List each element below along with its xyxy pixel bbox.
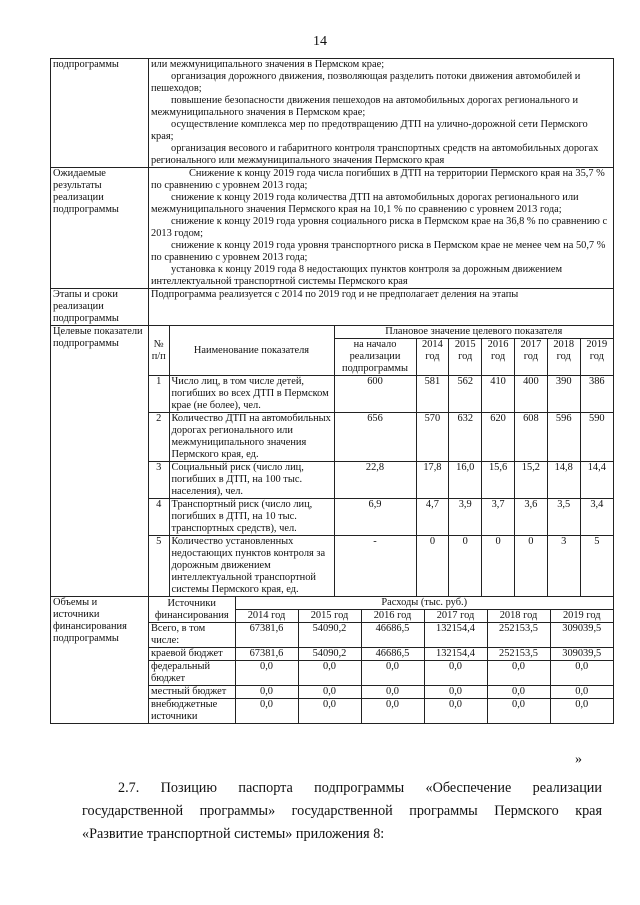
- amount: 0,0: [298, 686, 361, 699]
- indicator-value: 5: [580, 536, 613, 597]
- row-label: подпрограммы: [51, 59, 149, 168]
- indicator-value: 390: [547, 376, 580, 413]
- header-year: 2016 год: [361, 610, 424, 623]
- indicator-value: 400: [514, 376, 547, 413]
- amount: 67381,6: [235, 648, 298, 661]
- amount: 132154,4: [424, 623, 487, 648]
- text-line: повышение безопасности движения пешеходов на автомобильных дорогах регионального и межмуниципального значения в Пермском крае;: [151, 95, 579, 118]
- indicator-value: 15,2: [514, 462, 547, 499]
- amount: 0,0: [361, 699, 424, 724]
- indicator-start: -: [334, 536, 416, 597]
- source-name: местный бюджет: [149, 686, 235, 699]
- indicator-value: 3,5: [547, 499, 580, 536]
- indicator-start: 22,8: [334, 462, 416, 499]
- source-name: федеральный бюджет: [149, 661, 235, 686]
- header-expenses: Расходы (тыс. руб.): [235, 597, 613, 610]
- financing-row: [149, 699, 613, 724]
- amount: 0,0: [487, 686, 550, 699]
- amount: 46686,5: [361, 648, 424, 661]
- indicator-value: 16,0: [449, 462, 482, 499]
- header-planned: Плановое значение целевого показателя: [334, 326, 613, 339]
- header-year: 2015 год: [449, 339, 482, 376]
- indicator-value: 0: [416, 536, 449, 597]
- row-content: [149, 59, 614, 168]
- header-name: Наименование показателя: [169, 326, 334, 376]
- amount: 0,0: [424, 661, 487, 686]
- page-number: 14: [313, 34, 327, 49]
- amount: 309039,5: [550, 623, 613, 648]
- text-line: снижение к концу 2019 года количества ДТП на автомобильных дорогах регионального или межмуниципального значения Пермского края на 10,1 % по сравнению с уровнем 2013 года;: [151, 192, 579, 215]
- indicator-value: 581: [416, 376, 449, 413]
- indicator-value: 14,8: [547, 462, 580, 499]
- indicator-start: 656: [334, 413, 416, 462]
- amount: 252153,5: [487, 648, 550, 661]
- financing-table: [149, 597, 613, 723]
- indicator-value: 562: [449, 376, 482, 413]
- indicator-row: [149, 413, 613, 462]
- header-year: 2018 год: [487, 610, 550, 623]
- header-year: 2016 год: [482, 339, 515, 376]
- indicators-table: [149, 326, 613, 596]
- text-line: осуществление комплекса мер по предотвращению ДТП на улично-дорожной сети Пермского края;: [151, 119, 588, 142]
- header-year: 2015 год: [298, 610, 361, 623]
- indicator-value: 570: [416, 413, 449, 462]
- indicator-row: [149, 376, 613, 413]
- amount: 0,0: [424, 686, 487, 699]
- text-line: организация дорожного движения, позволяющая разделить потоки движения автомобилей и пешеходов;: [151, 71, 581, 94]
- amount: 0,0: [550, 699, 613, 724]
- row-tasks: [51, 59, 614, 168]
- row-label: Этапы и сроки реализации подпрограммы: [51, 289, 149, 326]
- indicator-value: 3,7: [482, 499, 515, 536]
- amount: 0,0: [361, 661, 424, 686]
- indicator-value: 0: [449, 536, 482, 597]
- row-financing: [51, 597, 614, 724]
- indicator-value: 14,4: [580, 462, 613, 499]
- indicator-num: 5: [149, 536, 169, 597]
- row-target-indicators: [51, 326, 614, 597]
- amount: 67381,6: [235, 623, 298, 648]
- row-label: Объемы и источники финансирования подпрограммы: [51, 597, 149, 724]
- amount: 54090,2: [298, 623, 361, 648]
- amount: 0,0: [550, 661, 613, 686]
- row-content: [149, 168, 614, 289]
- source-name: краевой бюджет: [149, 648, 235, 661]
- financing-cell: [149, 597, 614, 724]
- indicator-num: 1: [149, 376, 169, 413]
- indicator-name: Количество ДТП на автомобильных дорогах регионального или межмуниципального значения Пермского края, ед.: [169, 413, 334, 462]
- amount: 309039,5: [550, 648, 613, 661]
- financing-row: [149, 686, 613, 699]
- indicator-name: Социальный риск (число лиц, погибших в ДТП, на 100 тыс. населения), чел.: [169, 462, 334, 499]
- passport-table: [50, 58, 614, 724]
- financing-row: [149, 623, 613, 648]
- source-name: внебюджетные источники: [149, 699, 235, 724]
- indicator-value: 596: [547, 413, 580, 462]
- indicator-name: Транспортный риск (число лиц, погибших в ДТП, на 10 тыс. транспортных средств), чел.: [169, 499, 334, 536]
- amount: 0,0: [298, 661, 361, 686]
- indicator-value: 3,4: [580, 499, 613, 536]
- header-year: 2014 год: [416, 339, 449, 376]
- source-name: Всего, в том числе:: [149, 623, 235, 648]
- financing-header-row: [149, 597, 613, 610]
- header-year: 2019 год: [550, 610, 613, 623]
- amount: 0,0: [361, 686, 424, 699]
- financing-row: [149, 661, 613, 686]
- amount: 0,0: [235, 699, 298, 724]
- amount: 252153,5: [487, 623, 550, 648]
- header-year: 2014 год: [235, 610, 298, 623]
- indicator-value: 3: [547, 536, 580, 597]
- amount: 0,0: [487, 661, 550, 686]
- financing-row: [149, 648, 613, 661]
- indicator-value: 17,8: [416, 462, 449, 499]
- indicators-header-row: [149, 326, 613, 339]
- row-label: Целевые показатели подпрограммы: [51, 326, 149, 597]
- header-start: на начало реализации подпрограммы: [334, 339, 416, 376]
- indicator-value: 386: [580, 376, 613, 413]
- text-line: или межмуниципального значения в Пермском крае;: [151, 59, 385, 70]
- indicator-num: 3: [149, 462, 169, 499]
- amount: 132154,4: [424, 648, 487, 661]
- amount: 54090,2: [298, 648, 361, 661]
- amount: 0,0: [298, 699, 361, 724]
- closing-quote: »: [575, 752, 582, 767]
- indicator-value: 620: [482, 413, 515, 462]
- indicator-num: 2: [149, 413, 169, 462]
- amount: 0,0: [487, 699, 550, 724]
- header-year: 2017 год: [424, 610, 487, 623]
- indicator-value: 3,6: [514, 499, 547, 536]
- indicator-value: 0: [514, 536, 547, 597]
- header-sources: Источники финансирования: [149, 597, 235, 623]
- paragraph-text: 2.7. Позицию паспорта подпрограммы «Обеспечение реализации государственной программы» государственной программы Пермского края «Развитие транспортной системы» приложения 8:: [82, 780, 602, 842]
- amount: 0,0: [235, 686, 298, 699]
- indicator-value: 632: [449, 413, 482, 462]
- indicator-value: 608: [514, 413, 547, 462]
- text-line: снижение к концу 2019 года уровня транспортного риска в Пермском крае не менее чем на 50,7 % по сравнению с уровнем 2013 года;: [151, 240, 606, 263]
- indicator-name: Число лиц, в том числе детей, погибших во всех ДТП в Пермском крае (не более), чел.: [169, 376, 334, 413]
- amount: 46686,5: [361, 623, 424, 648]
- row-content: Подпрограмма реализуется с 2014 по 2019 год и не предполагает деления на этапы: [149, 289, 614, 326]
- indicator-row: [149, 499, 613, 536]
- indicator-row: [149, 536, 613, 597]
- header-year: 2019 год: [580, 339, 613, 376]
- indicator-name: Количество установленных недостающих пунктов контроля за дорожным движением интеллектуальной транспортной системы Пермского края, ед.: [169, 536, 334, 597]
- header-year: 2017 год: [514, 339, 547, 376]
- header-num: № п/п: [149, 326, 169, 376]
- indicator-start: 6,9: [334, 499, 416, 536]
- indicator-value: 410: [482, 376, 515, 413]
- row-label: Ожидаемые результаты реализации подпрограммы: [51, 168, 149, 289]
- amount: 0,0: [424, 699, 487, 724]
- indicator-start: 600: [334, 376, 416, 413]
- indicator-value: 0: [482, 536, 515, 597]
- indicator-row: [149, 462, 613, 499]
- indicator-value: 590: [580, 413, 613, 462]
- indicator-value: 3,9: [449, 499, 482, 536]
- header-year: 2018 год: [547, 339, 580, 376]
- row-stages: [51, 289, 614, 326]
- amount: 0,0: [550, 686, 613, 699]
- row-expected-results: [51, 168, 614, 289]
- text-line: снижение к концу 2019 года уровня социального риска в Пермском крае на 36,8 % по сравнению с 2013 годом;: [151, 216, 608, 239]
- indicator-value: 15,6: [482, 462, 515, 499]
- text-line: установка к концу 2019 года 8 недостающих пунктов контроля за дорожным движением интеллектуальной транспортной системы Пермского края: [151, 264, 563, 287]
- indicator-num: 4: [149, 499, 169, 536]
- text-line: организация весового и габаритного контроля транспортных средств на автомобильных дорогах регионального или межмуниципального значения Пермского края: [151, 143, 599, 166]
- text-line: Снижение к концу 2019 года числа погибших в ДТП на территории Пермского края на 35,7 % по сравнению с уровнем 2013 года;: [151, 168, 605, 191]
- amount: 0,0: [235, 661, 298, 686]
- indicators-cell: [149, 326, 614, 597]
- amendment-paragraph: [82, 777, 602, 846]
- indicator-value: 4,7: [416, 499, 449, 536]
